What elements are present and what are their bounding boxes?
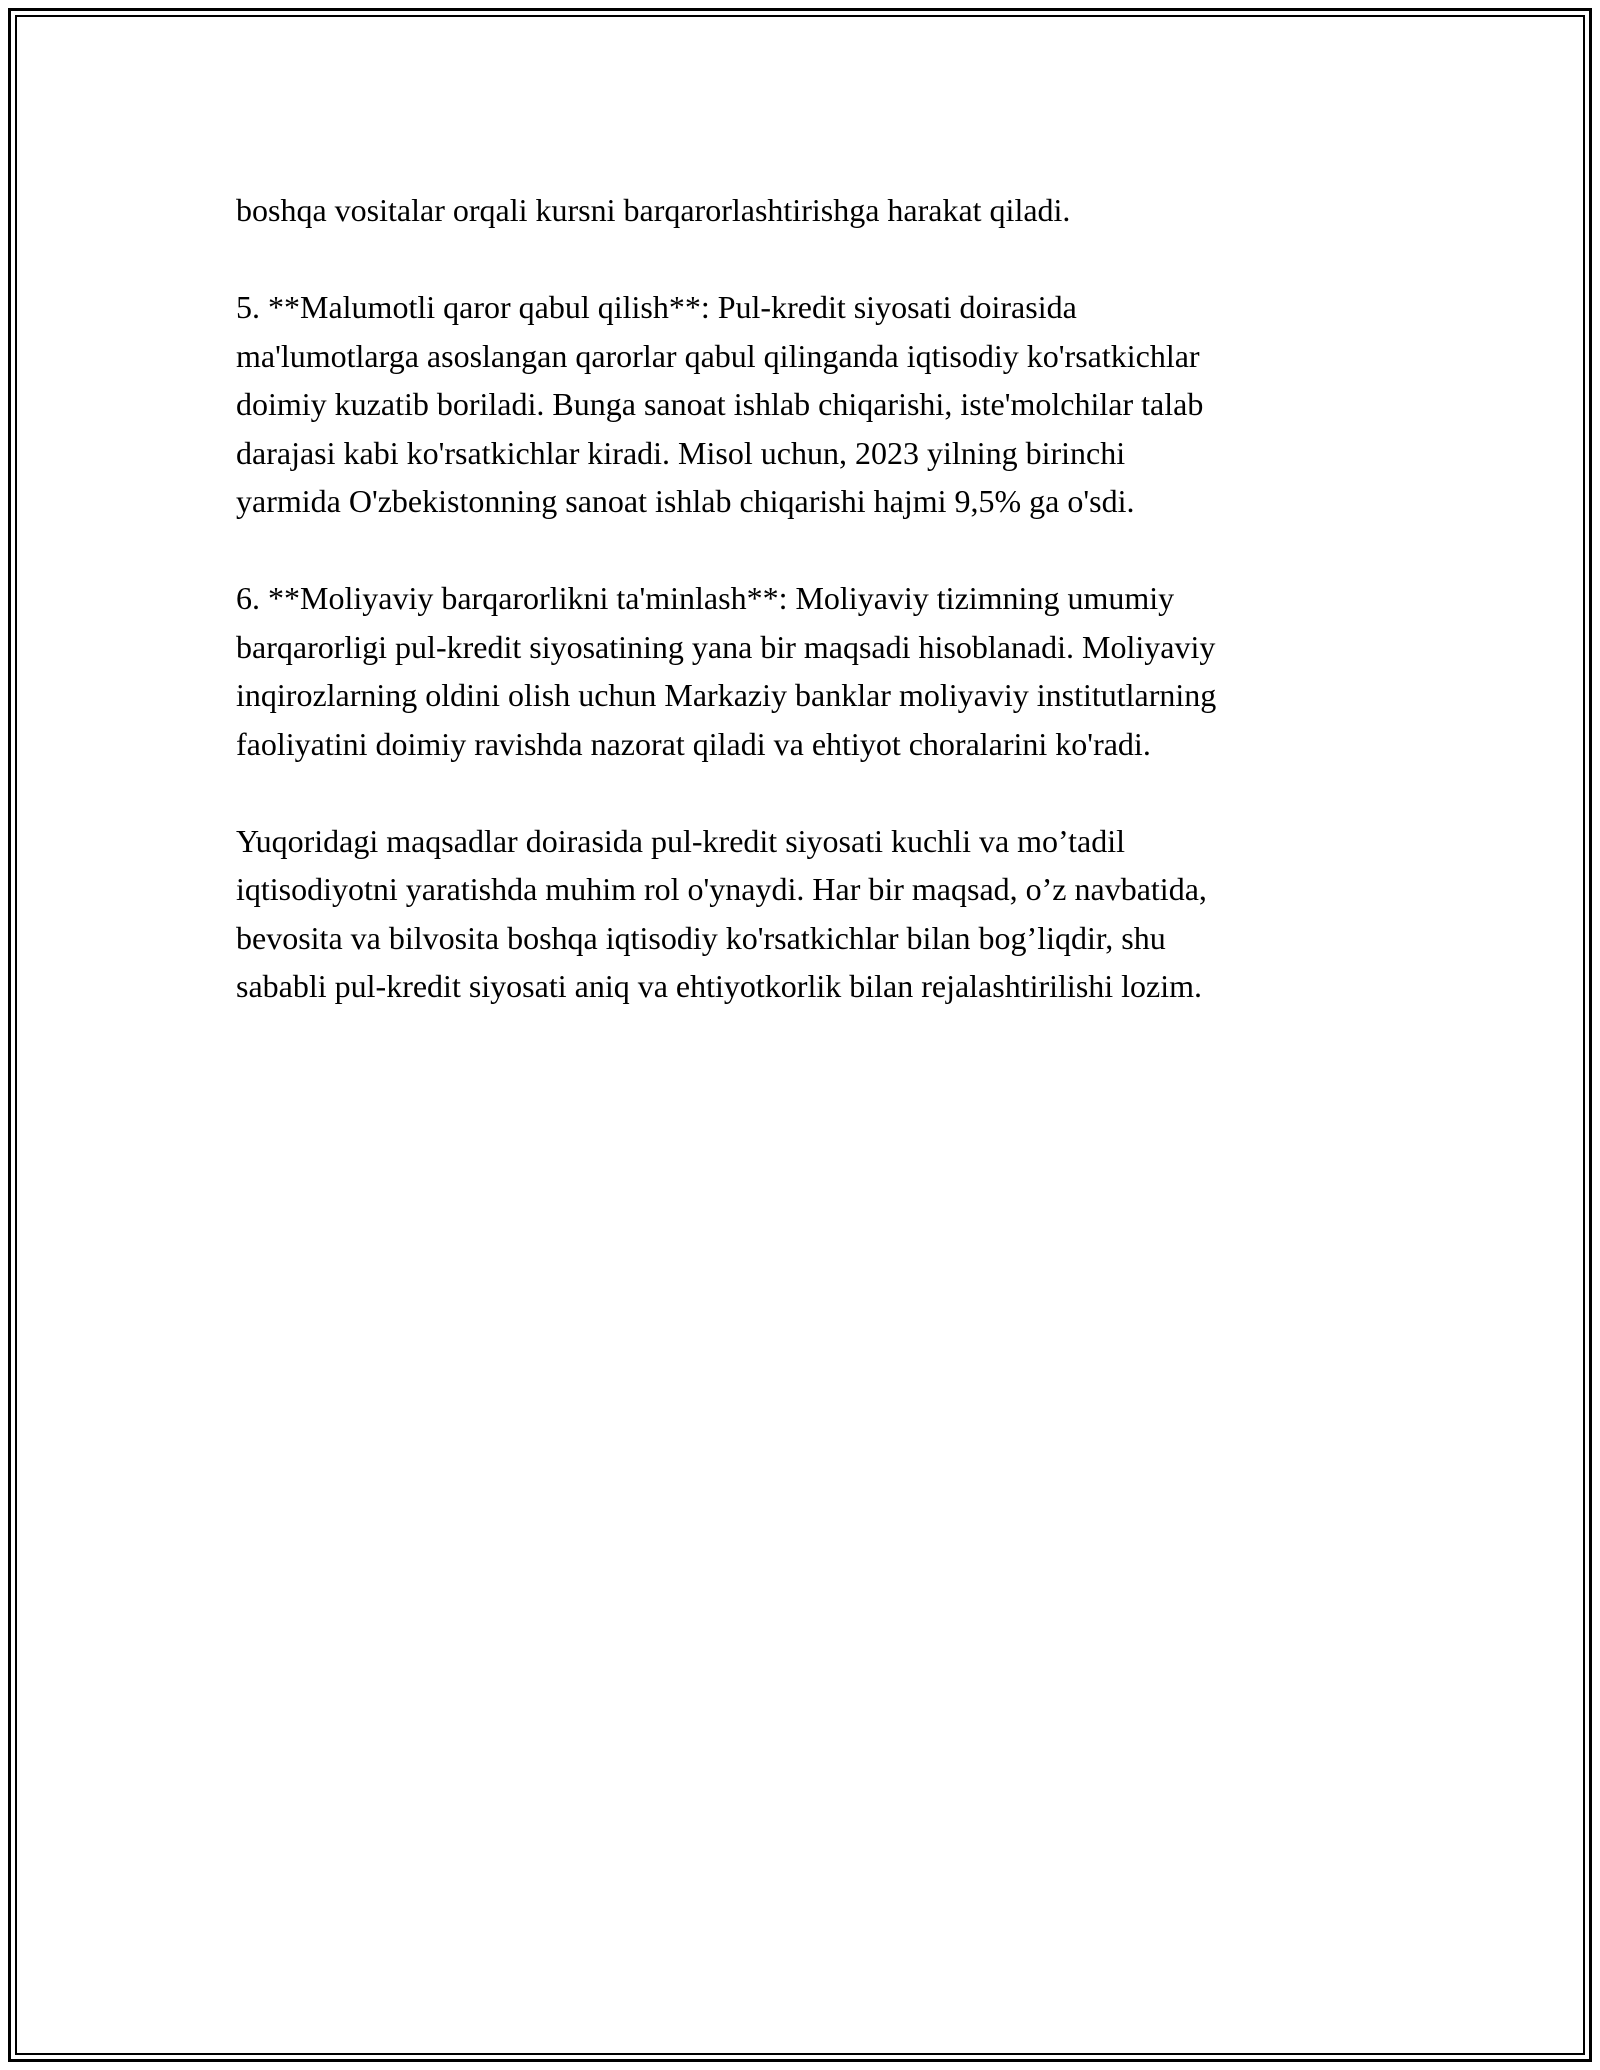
paragraph-conclusion: Yuqoridagi maqsadlar doirasida pul-kredit siyosati kuchli va mo’tadil iqtisodiyotni yaratishda muhim rol o'ynaydi. Har bir maqsad, o’z navbatida, bevosita va bilvosita boshqa iqtisodiy ko'rsatkichlar bilan bog’liqdir, shu sababli pul-kredit siyosati aniq va ehtiyotkorlik bilan rejalashtirilishi lozim. <box>236 822 1207 1004</box>
paragraph-item-5: 5. **Malumotli qaror qabul qilish**: Pul-kredit siyosati doirasida ma'lumotlarga asoslangan qarorlar qabul qilinganda iqtisodiy ko'rsatkichlar doimiy kuzatib boriladi. Bunga sanoat ishlab chiqarishi, iste'molchilar talab darajasi kabi ko'rsatkichlar kiradi. Misol uchun, 2023 yilning birinchi yarmida O'zbekistonning sanoat ishlab chiqarishi hajmi 9,5% ga o'sdi. <box>236 289 1204 519</box>
paragraph-continuation: boshqa vositalar orqali kursni barqarorlashtirishga harakat qiladi. <box>236 192 1071 228</box>
document-body <box>236 186 1416 1059</box>
paragraph-item-6: 6. **Moliyaviy barqarorlikni ta'minlash**: Moliyaviy tizimning umumiy barqarorligi pul-kredit siyosatining yana bir maqsadi hisoblanadi. Moliyaviy inqirozlarning oldini olish uchun Markaziy banklar moliyaviy institutlarning faoliyatini doimiy ravishda nazorat qiladi va ehtiyot choralarini ko'radi. <box>236 580 1217 762</box>
